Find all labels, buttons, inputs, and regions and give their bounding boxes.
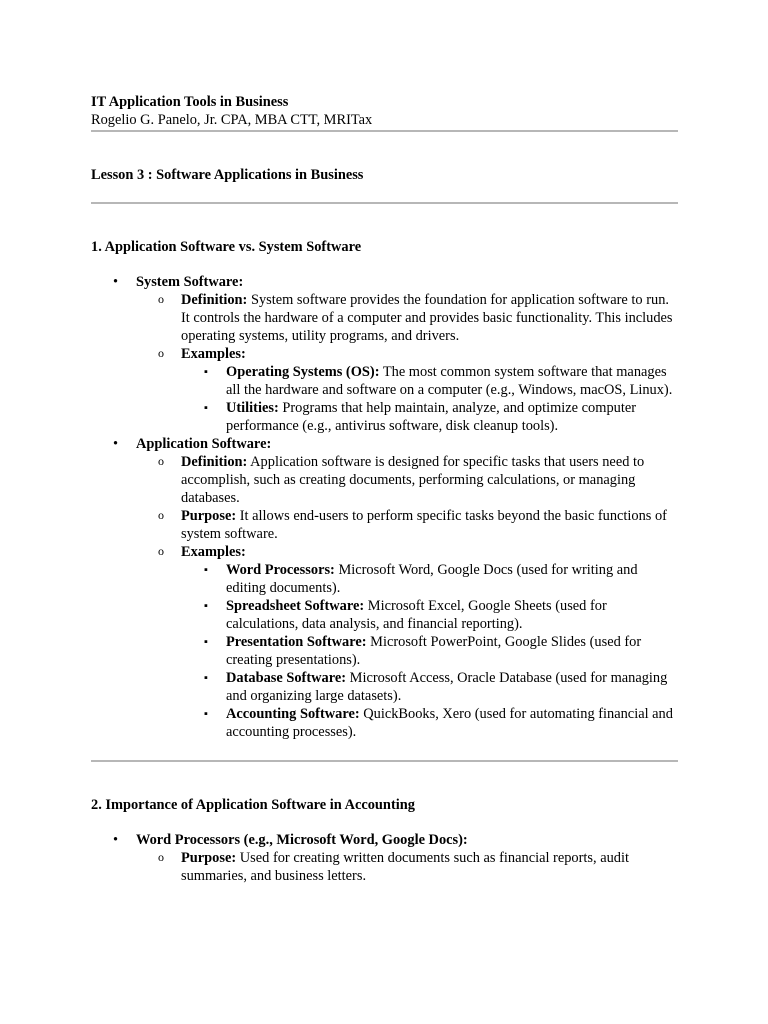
- example-term: Utilities:: [226, 400, 279, 416]
- document-page: [91, 93, 678, 885]
- example-term: Presentation Software:: [226, 634, 367, 650]
- list-item: [181, 633, 678, 669]
- list-item: [136, 507, 678, 543]
- list-item: [136, 345, 678, 435]
- example-text: The most common system software that manages all the hardware and software on a computer (e.g., Windows, macOS, Linux).: [226, 364, 673, 398]
- list-item: [181, 399, 678, 435]
- example-text: QuickBooks, Xero (used for automating financial and accounting processes).: [226, 706, 673, 740]
- examples-label: Examples:: [181, 544, 246, 560]
- list-item: [136, 453, 678, 507]
- example-text: Programs that help maintain, analyze, and optimize computer performance (e.g., antivirus software, disk cleanup tools).: [226, 400, 637, 434]
- purpose-text: It allows end-users to perform specific tasks beyond the basic functions of system software.: [181, 508, 667, 542]
- section-1-list: [91, 273, 678, 741]
- list-item: [136, 849, 678, 885]
- definition-term: Definition:: [181, 454, 248, 470]
- list-item: [181, 597, 678, 633]
- word-processors-heading: Word Processors (e.g., Microsoft Word, Google Docs):: [136, 832, 468, 848]
- example-term: Accounting Software:: [226, 706, 360, 722]
- list-item-application-software: [91, 435, 678, 741]
- example-text: Microsoft Access, Oracle Database (used for managing and organizing large datasets).: [226, 670, 668, 704]
- purpose-term: Purpose:: [181, 508, 237, 524]
- definition-text: Application software is designed for specific tasks that users need to accomplish, such as creating documents, performing calculations, or managing databases.: [181, 454, 645, 506]
- example-term: Operating Systems (OS):: [226, 364, 380, 380]
- list-item: [181, 705, 678, 741]
- section-2-heading: 2. Importance of Application Software in Accounting: [91, 797, 415, 813]
- example-term: Spreadsheet Software:: [226, 598, 365, 614]
- system-examples-list: [181, 363, 678, 435]
- header-divider: [91, 130, 678, 132]
- section-divider: [91, 760, 678, 762]
- author-line: Rogelio G. Panelo, Jr. CPA, MBA CTT, MRITax: [91, 112, 373, 128]
- application-software-heading: Application Software:: [136, 436, 272, 452]
- list-item: [136, 291, 678, 345]
- system-software-sublist: [136, 291, 678, 435]
- example-text: Microsoft Excel, Google Sheets (used for calculations, data analysis, and financial reporting).: [226, 598, 607, 632]
- example-term: Database Software:: [226, 670, 347, 686]
- list-item-system-software: [91, 273, 678, 435]
- section-2-list: [91, 831, 678, 885]
- course-title: IT Application Tools in Business: [91, 94, 289, 110]
- list-item: [181, 561, 678, 597]
- example-text: Microsoft PowerPoint, Google Slides (used for creating presentations).: [226, 634, 642, 668]
- example-term: Word Processors:: [226, 562, 335, 578]
- lesson-title: Lesson 3 : Software Applications in Business: [91, 167, 364, 183]
- examples-label: Examples:: [181, 346, 246, 362]
- list-item: [181, 669, 678, 705]
- example-text: Microsoft Word, Google Docs (used for writing and editing documents).: [226, 562, 638, 596]
- definition-text: System software provides the foundation for application software to run. It controls the hardware of a computer and provides basic functionality. This includes operating systems, utility programs, and drivers.: [181, 292, 673, 344]
- list-item-word-processors: [91, 831, 678, 885]
- purpose-term: Purpose:: [181, 850, 237, 866]
- definition-term: Definition:: [181, 292, 248, 308]
- lesson-divider: [91, 202, 678, 204]
- list-item: [181, 363, 678, 399]
- application-software-sublist: [136, 453, 678, 741]
- purpose-text: Used for creating written documents such as financial reports, audit summaries, and business letters.: [181, 850, 629, 884]
- list-item: [136, 543, 678, 741]
- system-software-heading: System Software:: [136, 274, 244, 290]
- section-1-heading: 1. Application Software vs. System Software: [91, 239, 362, 255]
- word-processors-sublist: [136, 849, 678, 885]
- application-examples-list: [181, 561, 678, 741]
